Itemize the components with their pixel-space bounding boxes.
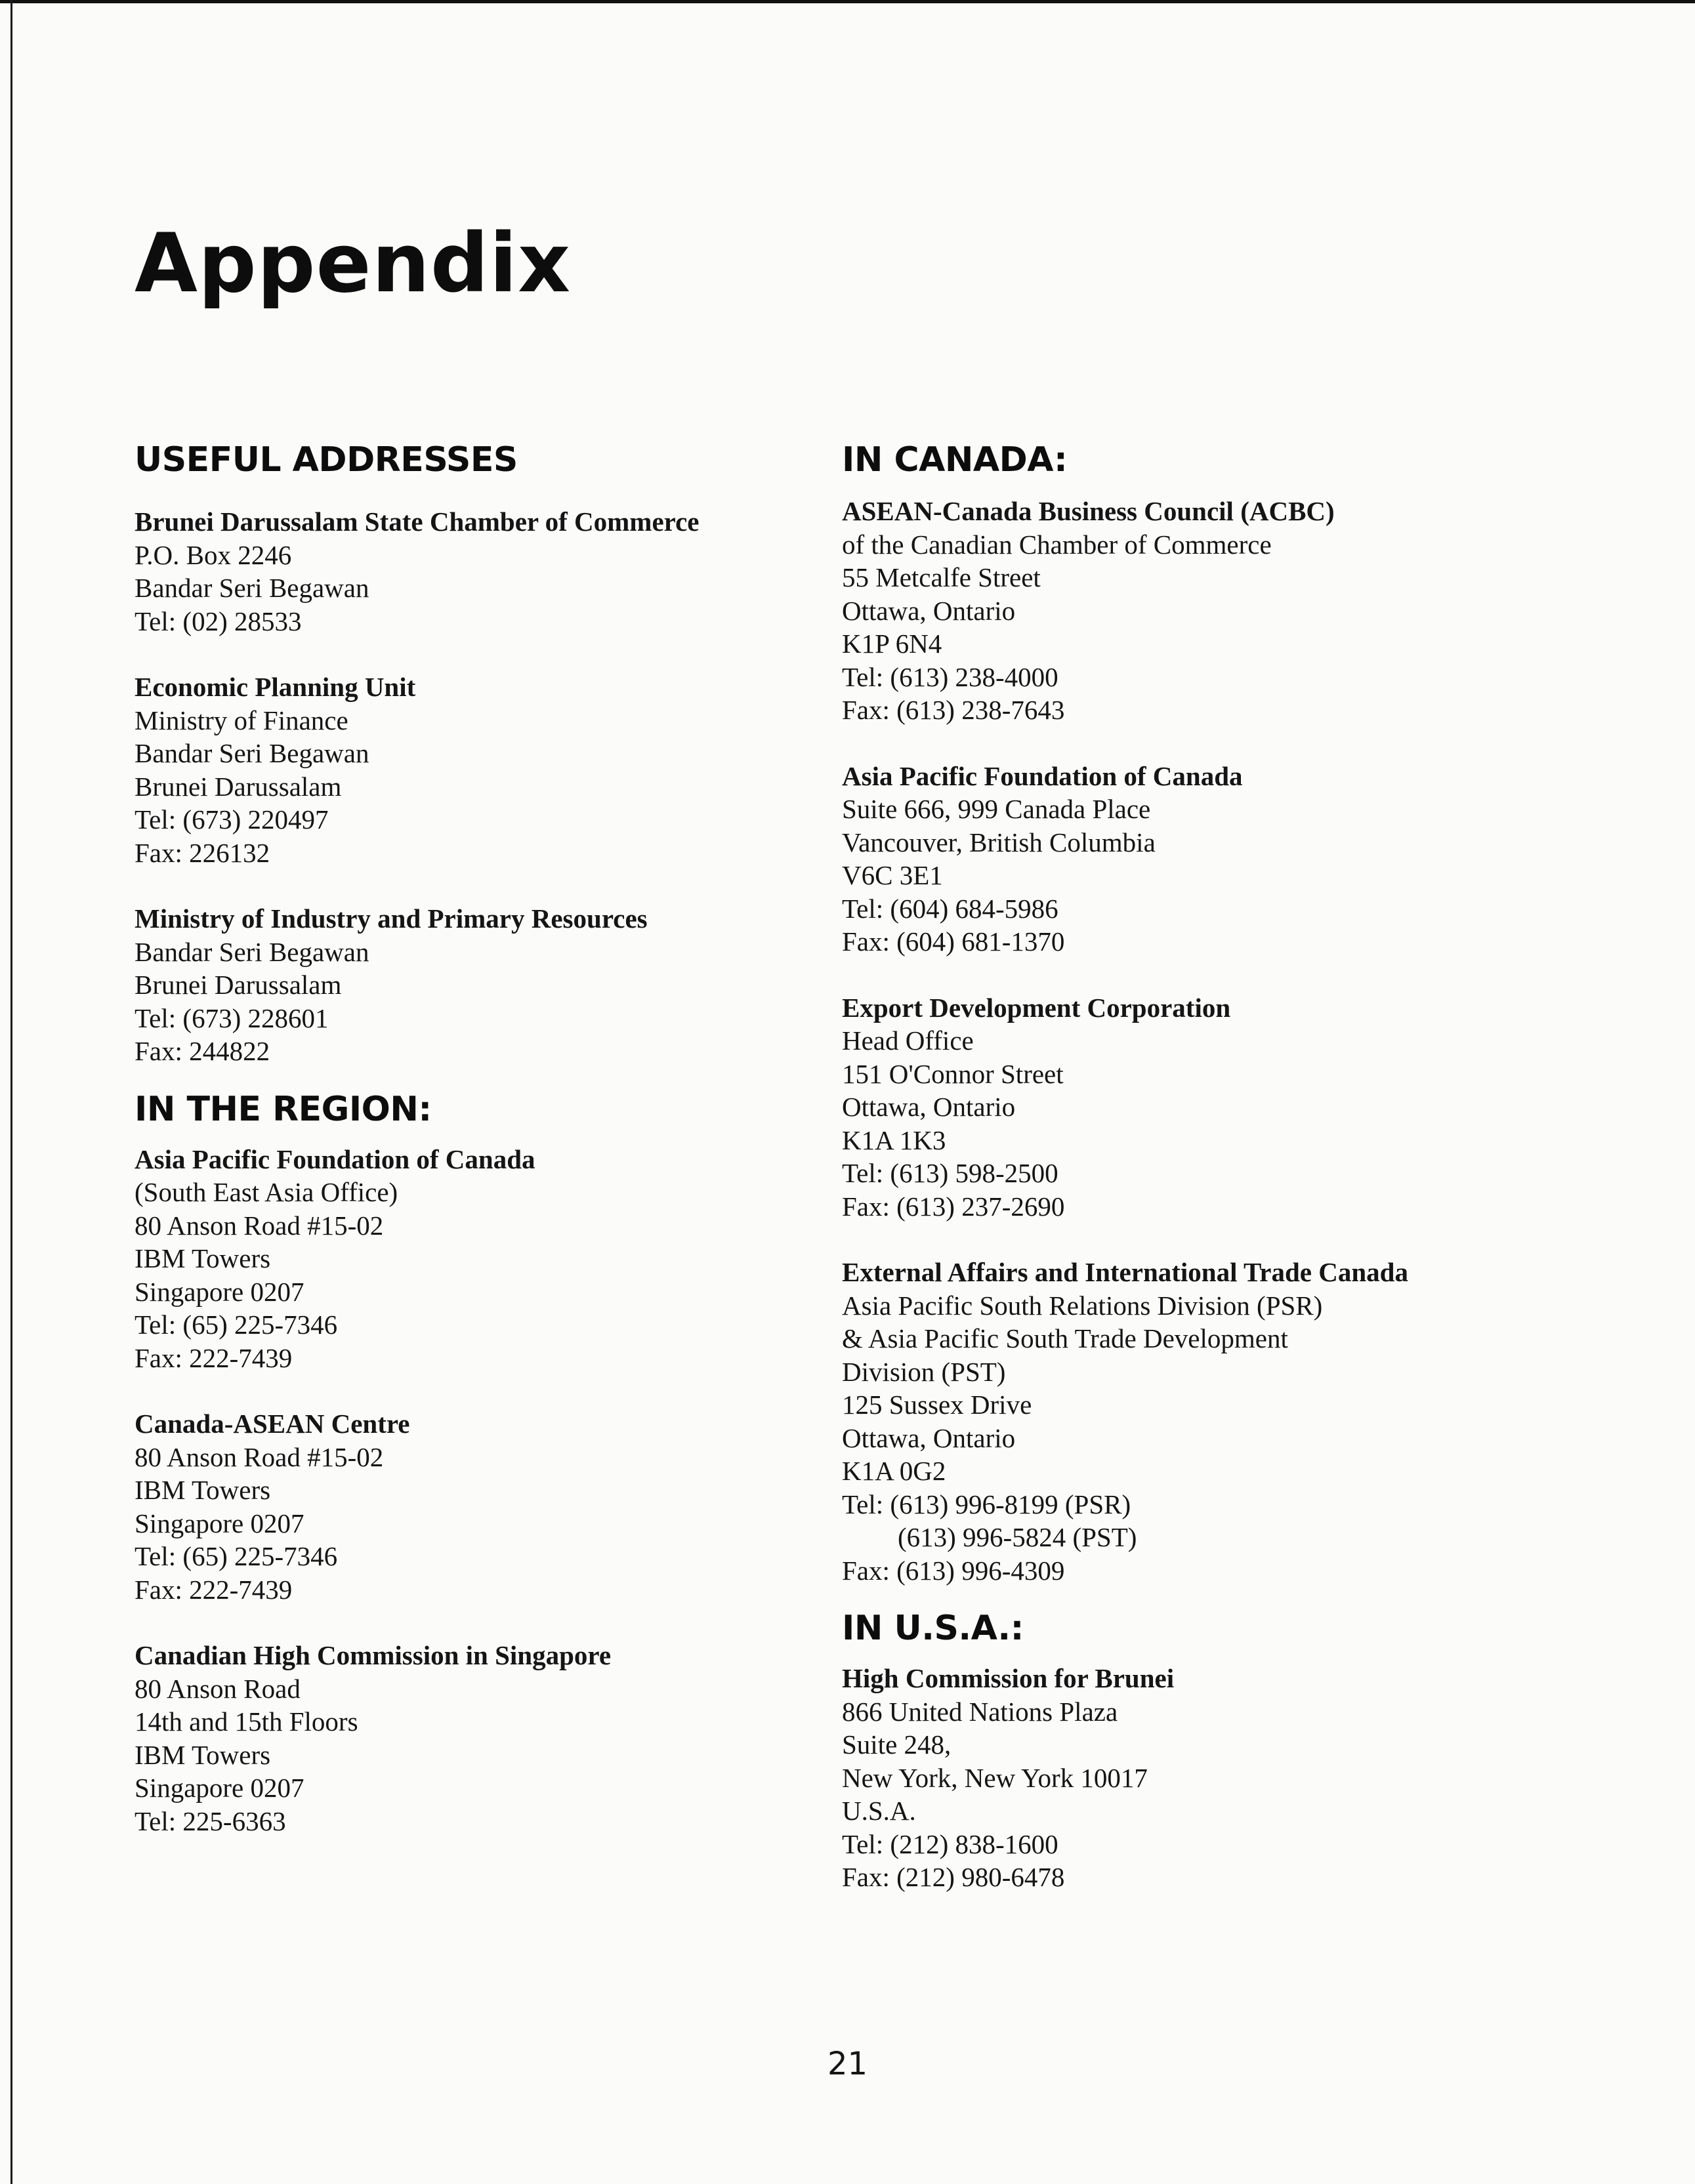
entry-line: Tel: (212) 838-1600 [842,1828,1058,1859]
entry-line: Bandar Seri Begawan [135,738,369,768]
entry-name: Asia Pacific Foundation of Canada [842,760,1243,791]
entry-name: Export Development Corporation [842,992,1231,1023]
address-entry-brunei-chamber [135,505,830,638]
entry-line: K1A 0G2 [842,1456,946,1486]
entry-line: Division (PST) [842,1356,1006,1387]
entry-line: Fax: 226132 [135,837,270,868]
entry-name: Economic Planning Unit [135,672,416,702]
entry-name: Canada-ASEAN Centre [135,1409,410,1439]
entry-line: 80 Anson Road #15-02 [135,1441,384,1472]
entry-line: Tel: (604) 684-5986 [842,893,1058,924]
entry-line: 151 O'Connor Street [842,1058,1064,1089]
entry-line: & Asia Pacific South Trade Development [842,1323,1288,1353]
entry-line: Fax: 244822 [135,1036,270,1066]
entry-line: Bandar Seri Begawan [135,936,369,967]
address-entry-apf-sea-office [135,1143,830,1375]
address-entry-ministry-industry [135,902,830,1068]
entry-line: U.S.A. [842,1796,916,1826]
entry-line: 80 Anson Road [135,1673,301,1704]
entry-name: Canadian High Commission in Singapore [135,1640,612,1670]
top-border-line [0,0,1695,3]
entry-line: Tel: (613) 996-8199 (PSR) [842,1489,1131,1519]
section-heading-useful-addresses: USEFUL ADDRESSES [135,440,518,480]
entry-line: V6C 3E1 [842,860,943,890]
section-heading-in-the-region: IN THE REGION: [135,1089,432,1129]
entry-line: Fax: 222-7439 [135,1342,293,1373]
entry-line: Tel: (65) 225-7346 [135,1309,338,1340]
entry-line: of the Canadian Chamber of Commerce [842,529,1272,560]
entry-line: Singapore 0207 [135,1276,304,1307]
entry-line: Tel: (673) 228601 [135,1002,329,1033]
entry-line: (613) 996-5824 (PST) [898,1522,1137,1552]
entry-line: Fax: 222-7439 [135,1574,293,1605]
address-entry-external-affairs [842,1256,1629,1587]
entry-line: Tel: (613) 238-4000 [842,661,1058,692]
entry-name: External Affairs and International Trade Canada [842,1257,1408,1287]
page-number: 21 [827,2046,868,2082]
address-entry-canada-asean-centre [135,1407,830,1606]
entry-line: K1P 6N4 [842,628,942,659]
entry-line: Brunei Darussalam [135,771,342,802]
entry-name: Ministry of Industry and Primary Resources [135,903,648,934]
entry-line: Ottawa, Ontario [842,595,1016,626]
left-column [135,438,830,1870]
entry-line: Tel: (613) 598-2500 [842,1158,1058,1188]
address-entry-apf-canada [842,760,1629,958]
entry-name: High Commission for Brunei [842,1663,1175,1693]
entry-line: 55 Metcalfe Street [842,562,1041,592]
entry-name: Asia Pacific Foundation of Canada [135,1144,535,1174]
entry-line: Asia Pacific South Relations Division (PSR) [842,1290,1323,1321]
entry-line: Bandar Seri Begawan [135,573,369,603]
entry-line: 14th and 15th Floors [135,1706,358,1737]
entry-line: Ottawa, Ontario [842,1422,1016,1453]
entry-line: Tel: (673) 220497 [135,804,329,834]
entry-line: (South East Asia Office) [135,1177,398,1207]
entry-line: Ottawa, Ontario [842,1092,1016,1122]
entry-line: Brunei Darussalam [135,970,342,1000]
entry-line: P.O. Box 2246 [135,539,292,570]
entry-line: Fax: (604) 681-1370 [842,926,1065,957]
entry-line: 866 United Nations Plaza [842,1696,1118,1727]
entry-line: Tel: 225-6363 [135,1805,286,1836]
section-heading-in-usa: IN U.S.A.: [842,1609,1024,1648]
entry-line: K1A 1K3 [842,1124,946,1155]
entry-line: Suite 666, 999 Canada Place [842,794,1151,824]
right-column [842,438,1629,1927]
address-entry-high-commission-brunei [842,1662,1629,1894]
address-entry-acbc [842,495,1629,727]
entry-line: 125 Sussex Drive [842,1390,1032,1420]
address-entry-economic-planning-unit [135,670,830,869]
entry-line: Singapore 0207 [135,1773,304,1803]
entry-line: New York, New York 10017 [842,1762,1148,1793]
entry-line: Fax: (613) 238-7643 [842,695,1065,725]
entry-name: ASEAN-Canada Business Council (ACBC) [842,496,1335,526]
entry-line: Fax: (613) 237-2690 [842,1191,1065,1222]
section-heading-in-canada: IN CANADA: [842,440,1068,480]
left-border-line [10,0,12,2184]
entry-name: Brunei Darussalam State Chamber of Commerce [135,506,700,537]
entry-line: Singapore 0207 [135,1508,304,1538]
entry-line: Vancouver, British Columbia [842,827,1156,857]
page-title: Appendix [135,216,572,311]
entry-line: 80 Anson Road #15-02 [135,1210,384,1241]
entry-line: Head Office [842,1025,974,1056]
address-entry-canadian-high-commission [135,1639,830,1838]
entry-line: IBM Towers [135,1243,271,1273]
entry-line: Ministry of Finance [135,705,348,735]
entry-line: Suite 248, [842,1729,952,1760]
entry-line: Tel: (02) 28533 [135,606,302,636]
entry-line: IBM Towers [135,1475,271,1505]
entry-line: Fax: (212) 980-6478 [842,1862,1065,1892]
entry-line: Tel: (65) 225-7346 [135,1541,338,1571]
address-entry-export-development-corp [842,991,1629,1224]
entry-line: Fax: (613) 996-4309 [842,1555,1065,1586]
entry-line: IBM Towers [135,1739,271,1770]
